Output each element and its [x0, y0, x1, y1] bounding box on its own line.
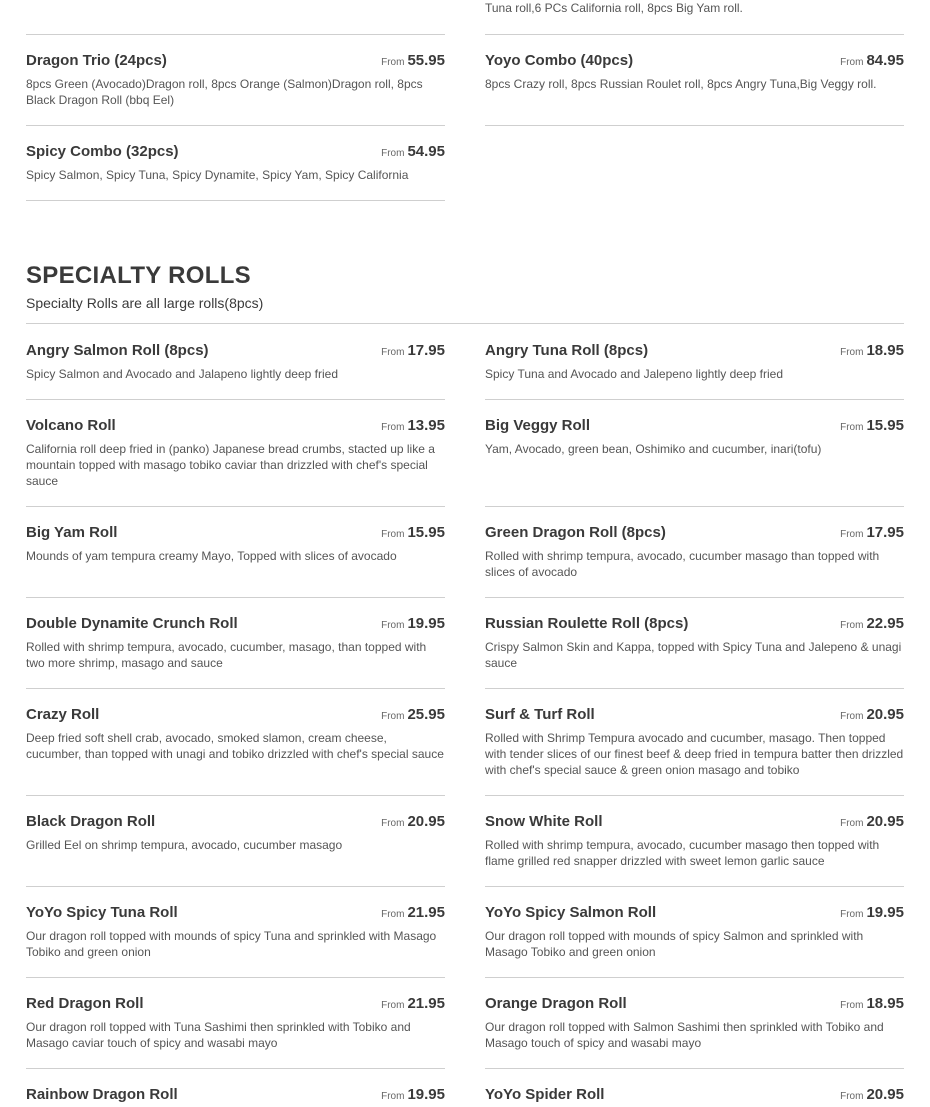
section-divider [26, 323, 904, 324]
item-description: 8pcs Crazy roll, 8pcs Russian Roulet roll, 8pcs Angry Tuna,Big Veggy roll. [485, 77, 877, 91]
item-name: Orange Dragon Roll [485, 995, 627, 1012]
divider [485, 977, 904, 978]
item-price [381, 1086, 445, 1104]
item-description: Rolled with shrimp tempura, avocado, cucumber, masago, than topped with two more shrimp, masago and sauce [26, 640, 427, 670]
item-price [840, 52, 904, 70]
item-name: Dragon Trio (24pcs) [26, 52, 167, 69]
item-price [840, 904, 904, 922]
from-label: From [381, 818, 405, 829]
divider [26, 886, 445, 887]
item-price [840, 813, 904, 831]
item-name: Surf & Turf Roll [485, 706, 595, 723]
from-label: From [840, 620, 864, 631]
item-description: Rolled with Shrimp Tempura avocado and cucumber, masago. Then topped with tender slices of our finest beef & deep fried in tempura batter then drizzled with chef's special sauce & green onion masago and tobiko [485, 731, 904, 777]
item-description: Rolled with shrimp tempura, avocado, cucumber masago then topped with flame grilled red snapper drizzled with sweet lemon garlic sauce [485, 838, 880, 868]
item-price [381, 995, 445, 1013]
price-value: 20.95 [866, 1086, 904, 1103]
item-name: Red Dragon Roll [26, 995, 144, 1012]
divider [26, 399, 445, 400]
from-label: From [381, 57, 405, 68]
divider [26, 977, 445, 978]
divider [485, 1068, 904, 1069]
price-value: 84.95 [866, 52, 904, 69]
item-price [840, 1086, 904, 1104]
divider [485, 597, 904, 598]
item-description: Grilled Eel on shrimp tempura, avocado, cucumber masago [26, 838, 343, 852]
item-price [381, 417, 445, 435]
item-description: Spicy Salmon, Spicy Tuna, Spicy Dynamite, Spicy Yam, Spicy California [26, 168, 409, 182]
item-name: YoYo Spider Roll [485, 1086, 605, 1103]
partial-item-description: Tuna roll,6 PCs California roll, 8pcs Big Yam roll. [485, 1, 743, 15]
item-price [381, 524, 445, 542]
item-price [381, 342, 445, 360]
from-label: From [840, 529, 864, 540]
price-value: 20.95 [866, 813, 904, 830]
item-name: Russian Roulette Roll (8pcs) [485, 615, 689, 632]
item-name: Rainbow Dragon Roll [26, 1086, 178, 1103]
item-price [381, 813, 445, 831]
from-label: From [381, 347, 405, 358]
item-description: Crispy Salmon Skin and Kappa, topped with Spicy Tuna and Jalepeno & unagi sauce [485, 640, 902, 670]
price-value: 22.95 [866, 615, 904, 632]
item-price [840, 342, 904, 360]
item-name: YoYo Spicy Salmon Roll [485, 904, 657, 921]
item-name: Snow White Roll [485, 813, 603, 830]
item-price [840, 524, 904, 542]
item-name: Angry Salmon Roll (8pcs) [26, 342, 209, 359]
item-price [381, 143, 445, 161]
item-price [840, 995, 904, 1013]
divider [485, 125, 904, 126]
from-label: From [381, 711, 405, 722]
item-price [381, 904, 445, 922]
price-value: 19.95 [407, 1086, 445, 1103]
from-label: From [840, 818, 864, 829]
section-subtitle: Specialty Rolls are all large rolls(8pcs) [26, 295, 264, 311]
item-price [840, 615, 904, 633]
divider [26, 34, 445, 35]
divider [26, 506, 445, 507]
divider [485, 34, 904, 35]
divider [485, 886, 904, 887]
from-label: From [840, 1091, 864, 1102]
item-description: Rolled with shrimp tempura, avocado, cucumber masago than topped with slices of avocado [485, 549, 880, 579]
from-label: From [381, 1091, 405, 1102]
from-label: From [840, 347, 864, 358]
from-label: From [840, 57, 864, 68]
price-value: 25.95 [407, 706, 445, 723]
item-name: Yoyo Combo (40pcs) [485, 52, 634, 69]
price-value: 15.95 [407, 524, 445, 541]
price-value: 18.95 [866, 342, 904, 359]
divider [485, 688, 904, 689]
item-name: Spicy Combo (32pcs) [26, 143, 179, 160]
item-description: Spicy Salmon and Avocado and Jalapeno lightly deep fried [26, 367, 338, 381]
item-name: Big Veggy Roll [485, 417, 591, 434]
price-value: 54.95 [407, 143, 445, 160]
price-value: 20.95 [407, 813, 445, 830]
item-description: Deep fried soft shell crab, avocado, smoked slamon, cream cheese, cucumber, than topped with unagi and tobiko drizzled with chef's special sauce [26, 731, 444, 761]
item-description: Our dragon roll topped with mounds of spicy Salmon and sprinkled with Masago Tobiko and green onion [485, 929, 864, 959]
divider [26, 597, 445, 598]
price-value: 15.95 [866, 417, 904, 434]
price-value: 17.95 [866, 524, 904, 541]
price-value: 18.95 [866, 995, 904, 1012]
from-label: From [381, 1000, 405, 1011]
item-price [840, 706, 904, 724]
divider [26, 1068, 445, 1069]
divider [485, 795, 904, 796]
divider [485, 399, 904, 400]
from-label: From [840, 909, 864, 920]
from-label: From [840, 422, 864, 433]
item-name: Green Dragon Roll (8pcs) [485, 524, 666, 541]
price-value: 21.95 [407, 904, 445, 921]
from-label: From [381, 909, 405, 920]
item-name: Big Yam Roll [26, 524, 118, 541]
item-name: Double Dynamite Crunch Roll [26, 615, 238, 632]
from-label: From [381, 148, 405, 159]
item-name: Crazy Roll [26, 706, 100, 723]
price-value: 19.95 [407, 615, 445, 632]
item-name: Angry Tuna Roll (8pcs) [485, 342, 649, 359]
from-label: From [381, 529, 405, 540]
item-description: Our dragon roll topped with mounds of spicy Tuna and sprinkled with Masago Tobiko and green onion [26, 929, 437, 959]
from-label: From [381, 422, 405, 433]
item-name: Volcano Roll [26, 417, 116, 434]
item-price [840, 417, 904, 435]
from-label: From [840, 711, 864, 722]
divider [26, 688, 445, 689]
divider [26, 795, 445, 796]
item-name: Black Dragon Roll [26, 813, 156, 830]
divider [26, 125, 445, 126]
item-price [381, 52, 445, 70]
item-description: Mounds of yam tempura creamy Mayo, Topped with slices of avocado [26, 549, 397, 563]
divider [26, 200, 445, 201]
item-name: YoYo Spicy Tuna Roll [26, 904, 178, 921]
item-description: Yam, Avocado, green bean, Oshimiko and cucumber, inari(tofu) [485, 442, 822, 456]
price-value: 17.95 [407, 342, 445, 359]
price-value: 19.95 [866, 904, 904, 921]
price-value: 21.95 [407, 995, 445, 1012]
item-description: Spicy Tuna and Avocado and Jalepeno lightly deep fried [485, 367, 783, 381]
item-description: California roll deep fried in (panko) Japanese bread crumbs, stacted up like a mountain topped with masago tobiko caviar than drizzled with chef's special sauce [26, 442, 435, 488]
section-title: SPECIALTY ROLLS [26, 262, 251, 289]
item-price [381, 615, 445, 633]
price-value: 20.95 [866, 706, 904, 723]
divider [485, 506, 904, 507]
item-price [381, 706, 445, 724]
price-value: 13.95 [407, 417, 445, 434]
from-label: From [840, 1000, 864, 1011]
from-label: From [381, 620, 405, 631]
item-description: 8pcs Green (Avocado)Dragon roll, 8pcs Orange (Salmon)Dragon roll, 8pcs Black Dragon Roll (bbq Eel) [26, 77, 423, 107]
item-description: Our dragon roll topped with Tuna Sashimi then sprinkled with Tobiko and Masago caviar touch of spicy and wasabi mayo [26, 1020, 411, 1050]
item-description: Our dragon roll topped with Salmon Sashimi then sprinkled with Tobiko and Masago touch of spicy and wasabi mayo [485, 1020, 884, 1050]
price-value: 55.95 [407, 52, 445, 69]
